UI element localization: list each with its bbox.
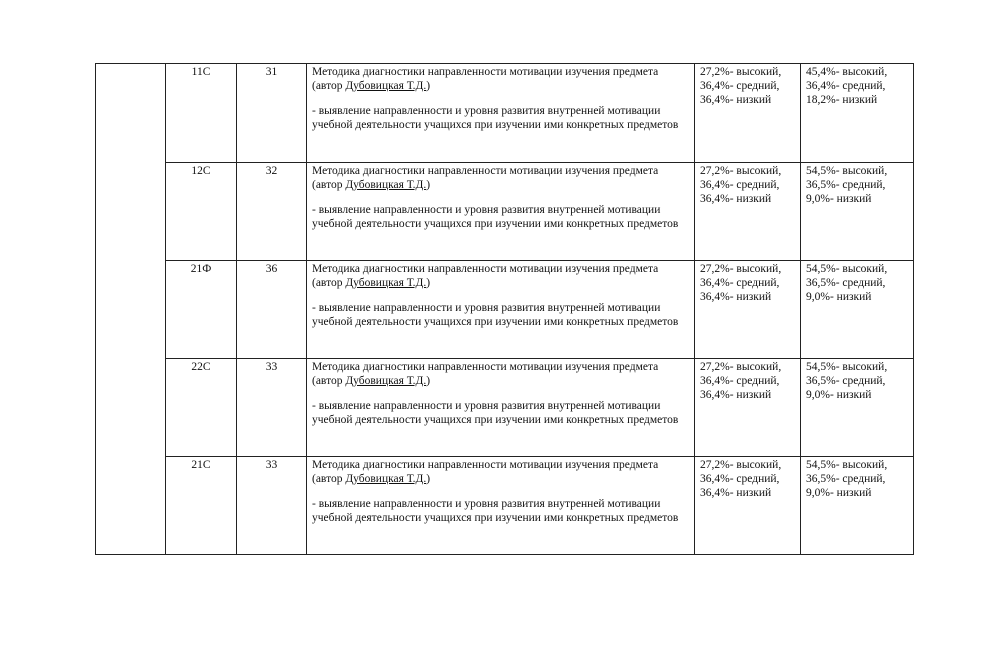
result-line: 36,4%- средний, [700, 179, 780, 191]
result-after-cell [801, 359, 914, 457]
method-cell [307, 261, 695, 359]
result-line: 54,5%- высокий, [806, 459, 888, 471]
results-table [95, 63, 914, 555]
merged-empty-cell [96, 64, 166, 555]
method-purpose: - выявление направленности и уровня развития внутренней мотивации учебной деятельности учащихся при изучении ими конкретных предметов [312, 105, 679, 131]
method-text: Методика диагностики направленности мотивации изучения предмета (автор [312, 66, 659, 92]
table-row [96, 261, 914, 359]
method-text: Методика диагностики направленности мотивации изучения предмета (автор [312, 165, 659, 191]
method-title [312, 262, 689, 290]
result-line: 45,4%- высокий, [806, 66, 888, 78]
student-count-cell: 36 [237, 261, 307, 359]
result-after-cell [801, 457, 914, 555]
result-line: 27,2%- высокий, [700, 361, 782, 373]
author-name: Дубовицкая Т.Д. [345, 375, 427, 387]
method-cell [307, 359, 695, 457]
method-cell [307, 457, 695, 555]
result-line: 27,2%- высокий, [700, 165, 782, 177]
result-line: 9,0%- низкий [806, 389, 872, 401]
result-line: 36,5%- средний, [806, 179, 886, 191]
method-purpose: - выявление направленности и уровня развития внутренней мотивации учебной деятельности учащихся при изучении ими конкретных предметов [312, 498, 679, 524]
method-text: Методика диагностики направленности мотивации изучения предмета (автор [312, 361, 659, 387]
method-title [312, 65, 689, 93]
result-line: 36,4%- средний, [700, 473, 780, 485]
method-cell [307, 64, 695, 163]
table-row [96, 359, 914, 457]
result-line: 54,5%- высокий, [806, 263, 888, 275]
result-line: 36,4%- низкий [700, 94, 772, 106]
result-line: 27,2%- высокий, [700, 263, 782, 275]
result-line: 36,4%- низкий [700, 487, 772, 499]
result-after-cell [801, 64, 914, 163]
result-before-cell [695, 163, 801, 261]
group-cell: 22С [166, 359, 237, 457]
result-before-cell [695, 261, 801, 359]
result-line: 36,4%- средний, [700, 375, 780, 387]
author-close: ) [426, 277, 431, 289]
author-name: Дубовицкая Т.Д. [345, 473, 427, 485]
result-before-cell [695, 64, 801, 163]
result-line: 36,4%- средний, [806, 80, 886, 92]
result-before-cell [695, 359, 801, 457]
result-line: 54,5%- высокий, [806, 165, 888, 177]
author-close: ) [426, 375, 431, 387]
result-after-cell [801, 163, 914, 261]
result-line: 36,5%- средний, [806, 277, 886, 289]
author-name: Дубовицкая Т.Д. [345, 277, 427, 289]
table-row [96, 163, 914, 261]
author-close: ) [426, 80, 431, 92]
result-line: 18,2%- низкий [806, 94, 878, 106]
group-cell: 11С [166, 64, 237, 163]
result-line: 36,5%- средний, [806, 375, 886, 387]
group-cell: 21С [166, 457, 237, 555]
student-count-cell: 32 [237, 163, 307, 261]
method-title [312, 360, 689, 388]
result-line: 9,0%- низкий [806, 487, 872, 499]
result-line: 36,4%- средний, [700, 80, 780, 92]
method-cell [307, 163, 695, 261]
author-name: Дубовицкая Т.Д. [345, 80, 427, 92]
method-purpose: - выявление направленности и уровня развития внутренней мотивации учебной деятельности учащихся при изучении ими конкретных предметов [312, 400, 679, 426]
result-line: 36,4%- средний, [700, 277, 780, 289]
result-after-cell [801, 261, 914, 359]
result-line: 36,4%- низкий [700, 291, 772, 303]
student-count-cell: 33 [237, 457, 307, 555]
result-line: 36,4%- низкий [700, 193, 772, 205]
method-purpose: - выявление направленности и уровня развития внутренней мотивации учебной деятельности учащихся при изучении ими конкретных предметов [312, 204, 679, 230]
author-close: ) [426, 179, 431, 191]
table-row [96, 457, 914, 555]
method-text: Методика диагностики направленности мотивации изучения предмета (автор [312, 459, 659, 485]
author-close: ) [426, 473, 431, 485]
result-line: 27,2%- высокий, [700, 459, 782, 471]
student-count-cell: 31 [237, 64, 307, 163]
method-purpose: - выявление направленности и уровня развития внутренней мотивации учебной деятельности учащихся при изучении ими конкретных предметов [312, 302, 679, 328]
result-line: 9,0%- низкий [806, 291, 872, 303]
author-name: Дубовицкая Т.Д. [345, 179, 427, 191]
result-line: 36,4%- низкий [700, 389, 772, 401]
result-before-cell [695, 457, 801, 555]
method-title [312, 458, 689, 486]
method-title [312, 164, 689, 192]
result-line: 54,5%- высокий, [806, 361, 888, 373]
result-line: 36,5%- средний, [806, 473, 886, 485]
method-text: Методика диагностики направленности мотивации изучения предмета (автор [312, 263, 659, 289]
result-line: 9,0%- низкий [806, 193, 872, 205]
result-line: 27,2%- высокий, [700, 66, 782, 78]
student-count-cell: 33 [237, 359, 307, 457]
group-cell: 12С [166, 163, 237, 261]
group-cell: 21Ф [166, 261, 237, 359]
table-row [96, 64, 914, 163]
